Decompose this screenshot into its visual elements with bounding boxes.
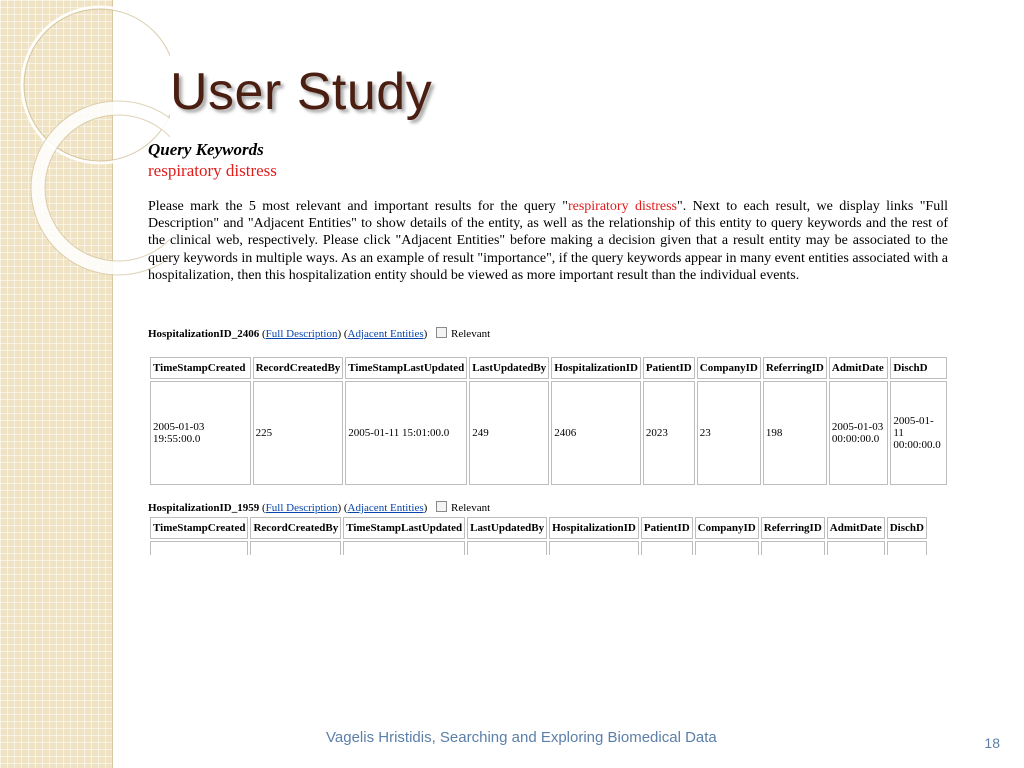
- column-header: DischD: [887, 517, 927, 539]
- column-header: HospitalizationID: [551, 357, 641, 379]
- table-row: [150, 541, 927, 555]
- relevant-label: Relevant: [451, 502, 491, 514]
- full-description-link[interactable]: Full Description: [265, 502, 338, 514]
- column-header: TimeStampCreated: [150, 357, 251, 379]
- table-cell: 23: [697, 381, 761, 485]
- column-header: ReferringID: [761, 517, 825, 539]
- table-cell: 2005-01-11 15:01:00.0: [345, 381, 467, 485]
- result-table-wrapper: [148, 515, 949, 555]
- column-header: PatientID: [641, 517, 693, 539]
- column-header: LastUpdatedBy: [469, 357, 549, 379]
- column-header: RecordCreatedBy: [250, 517, 341, 539]
- column-header: LastUpdatedBy: [467, 517, 547, 539]
- table-cell: 2023: [643, 381, 695, 485]
- table-header-row: [150, 517, 927, 539]
- table-row: [150, 381, 947, 485]
- adjacent-entities-link[interactable]: Adjacent Entities: [347, 502, 424, 514]
- table-cell: 2005-01-11 00:00:00.0: [890, 381, 947, 485]
- table-cell: [827, 541, 885, 555]
- result-table: [148, 355, 949, 487]
- table-cell: 198: [763, 381, 827, 485]
- result-header: HospitalizationID_2406 (Full Description) (Adjacent Entities) Relevant: [148, 328, 491, 340]
- column-header: PatientID: [643, 357, 695, 379]
- relevant-checkbox[interactable]: [436, 501, 447, 512]
- table-cell: [641, 541, 693, 555]
- page-number: 18: [984, 735, 1000, 751]
- column-header: CompanyID: [697, 357, 761, 379]
- result-table-wrapper: [148, 355, 949, 487]
- slide-footer: Vagelis Hristidis, Searching and Exploring Biomedical Data: [326, 729, 717, 746]
- table-cell: [695, 541, 759, 555]
- slide-title: User Study: [170, 63, 433, 121]
- instructions-text: [148, 198, 948, 284]
- table-header-row: [150, 357, 947, 379]
- result-table: [148, 515, 929, 555]
- column-header: TimeStampLastUpdated: [345, 357, 467, 379]
- column-header: AdmitDate: [827, 517, 885, 539]
- column-header: CompanyID: [695, 517, 759, 539]
- column-header: AdmitDate: [829, 357, 888, 379]
- table-cell: 2406: [551, 381, 641, 485]
- table-cell: [887, 541, 927, 555]
- full-description-link[interactable]: Full Description: [265, 328, 338, 340]
- column-header: ReferringID: [763, 357, 827, 379]
- result-id: HospitalizationID_2406: [148, 328, 260, 340]
- table-cell: [761, 541, 825, 555]
- column-header: HospitalizationID: [549, 517, 639, 539]
- table-cell: 249: [469, 381, 549, 485]
- table-cell: 2005-01-03 00:00:00.0: [829, 381, 888, 485]
- result-header: HospitalizationID_1959 (Full Description) (Adjacent Entities) Relevant: [148, 502, 491, 514]
- instructions-highlight: respiratory distress: [567, 199, 677, 214]
- decorative-circles: [0, 0, 170, 320]
- column-header: TimeStampCreated: [150, 517, 248, 539]
- column-header: RecordCreatedBy: [253, 357, 344, 379]
- table-cell: [150, 541, 248, 555]
- instructions-part2: ". Next to each result, we display links "Full Description" and "Adjacent Entities" to show details of the entity, as well as the relationship of this entity to query keywords and the rest of the clinical web, respectively. Please click "Adjacent Entities" before making a decision given that a result entity may be associated to the query keywords in multiple ways. As an example of result "importance", if the query keywords appear in many event entities associated with a hospitalization, then this hospitalization entity should be viewed as more important result than the individual events.: [148, 199, 948, 283]
- table-cell: 225: [253, 381, 344, 485]
- query-keywords-value: respiratory distress: [148, 161, 277, 180]
- table-cell: [549, 541, 639, 555]
- relevant-label: Relevant: [451, 328, 491, 340]
- column-header: DischD: [890, 357, 947, 379]
- adjacent-entities-link[interactable]: Adjacent Entities: [347, 328, 424, 340]
- table-cell: [343, 541, 465, 555]
- table-cell: [250, 541, 341, 555]
- slide-content: [148, 140, 948, 284]
- result-id: HospitalizationID_1959: [148, 502, 260, 514]
- table-cell: [467, 541, 547, 555]
- query-keywords-heading: Query Keywords: [148, 140, 264, 159]
- table-cell: 2005-01-03 19:55:00.0: [150, 381, 251, 485]
- instructions-part1: Please mark the 5 most relevant and important results for the query ": [148, 199, 568, 214]
- column-header: TimeStampLastUpdated: [343, 517, 465, 539]
- relevant-checkbox[interactable]: [436, 327, 447, 338]
